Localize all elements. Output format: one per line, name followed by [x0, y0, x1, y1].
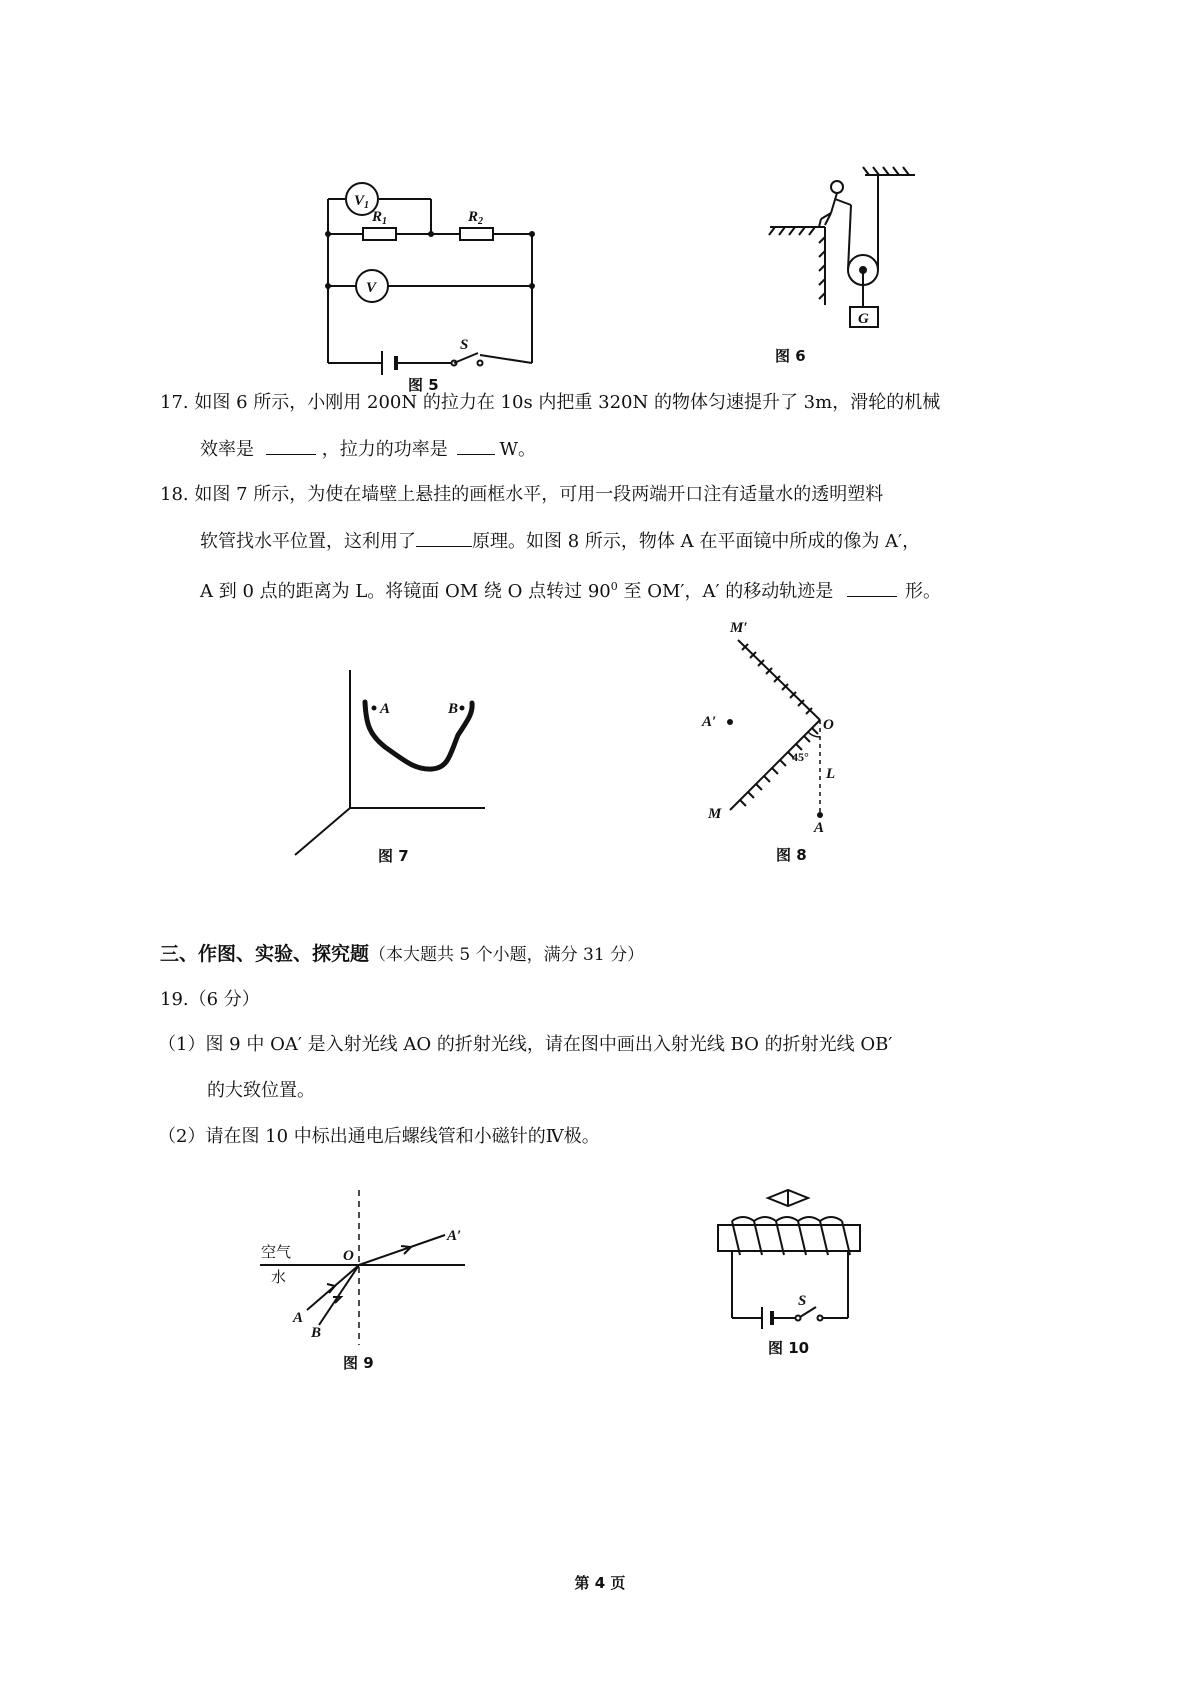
v1-meter-subscript: 1	[364, 200, 370, 211]
figure-8-caption: 图 8	[776, 846, 807, 864]
question-18-line-1: 如图 7 所示，为使在墙壁上悬挂的画框水平，可用一段两端开口注有适量水的透明塑料	[194, 484, 884, 505]
a-prime-label: A′	[702, 714, 717, 730]
section-3-heading	[160, 941, 644, 968]
svg-text:V1	[354, 193, 369, 211]
svg-text:R1	[371, 209, 387, 227]
q17-power-blank[interactable]	[457, 436, 495, 455]
a-prime-ray-label: A′	[447, 1228, 462, 1244]
v-meter-label: V	[366, 280, 377, 296]
water-label: 水	[271, 1270, 287, 1286]
q18-text-e: 形。	[905, 581, 942, 602]
r2-label: R	[468, 209, 479, 225]
question-17-number: 17.	[160, 392, 189, 413]
figure-7-caption: 图 7	[378, 847, 409, 865]
r1-label: R	[372, 209, 383, 225]
point-b-label: B	[448, 701, 459, 717]
q18-text-b: 原理。如图 8 所示，物体 A 在平面镜中所成的像为 A′，	[472, 531, 921, 552]
question-17-line-1: 如图 6 所示，小刚用 200N 的拉力在 10s 内把重 320N 的物体匀速提升了 3m，滑轮的机械	[194, 392, 941, 413]
figure-9-refraction	[255, 1185, 470, 1375]
v1-meter-label: V	[354, 193, 365, 209]
question-18-line-2	[200, 528, 920, 555]
svg-text:R2	[467, 209, 483, 227]
angle-label: 45°	[792, 750, 809, 764]
l-label: L	[826, 766, 836, 782]
point-a-label: A	[380, 701, 391, 717]
figure-5-caption: 图 5	[408, 376, 439, 394]
q18-trajectory-blank[interactable]	[847, 578, 897, 597]
q18-text-d: 至 OM′，A′ 的移动轨迹是	[617, 581, 834, 602]
solenoid-switch-label: S	[798, 1293, 807, 1309]
air-label: 空气	[261, 1245, 292, 1261]
question-18-line-3	[200, 574, 941, 605]
m-prime-label: M′	[730, 620, 748, 636]
question-19-part-1: （1）图 9 中 OA′ 是入射光线 AO 的折射光线，请在图中画出入射光线 BO 的折射光线 OB′	[158, 1034, 893, 1055]
question-18	[160, 482, 883, 508]
q18-text-a: 软管找水平位置，这利用了	[200, 531, 416, 552]
a-ray-label: A	[293, 1310, 304, 1326]
figure-5-circuit	[320, 175, 560, 405]
section-3-note: （本大题共 5 个小题，满分 31 分）	[369, 945, 645, 965]
q17-text-a: 效率是	[200, 439, 254, 460]
r1-subscript: 1	[382, 216, 388, 227]
q18-degree-superscript: 0	[610, 580, 618, 593]
question-19-number: 19.（6 分）	[160, 989, 260, 1010]
figure-6-caption: 图 6	[775, 347, 806, 365]
question-19-part-2: （2）请在图 10 中标出通电后螺线管和小磁针的Ⅳ极。	[158, 1126, 600, 1147]
weight-label: G	[858, 311, 869, 327]
q18-text-c: A 到 0 点的距离为 L。将镜面 OM 绕 O 点转过 90	[200, 581, 611, 602]
r2-subscript: 2	[478, 216, 484, 227]
q18-principle-blank[interactable]	[416, 528, 472, 547]
b-ray-label: B	[311, 1325, 322, 1341]
switch-label: S	[460, 337, 469, 353]
section-3-title: 三、作图、实验、探究题	[160, 943, 370, 965]
figure-9-caption: 图 9	[343, 1354, 374, 1372]
question-18-number: 18.	[160, 484, 189, 505]
figure-7-hose	[290, 665, 500, 865]
q17-efficiency-blank[interactable]	[266, 436, 316, 455]
q17-text-c: W。	[499, 439, 536, 460]
figure-8-mirror	[700, 620, 860, 865]
q17-text-b: ，拉力的功率是	[321, 439, 448, 460]
figure-10-solenoid	[710, 1183, 890, 1373]
o-point-label: O	[343, 1248, 354, 1264]
figure-10-caption: 图 10	[768, 1339, 810, 1357]
question-19-part-1-cont: 的大致位置。	[207, 1080, 315, 1101]
m-label: M	[708, 806, 722, 822]
a-label: A	[814, 820, 825, 836]
figure-6-pulley	[765, 165, 945, 405]
question-17-line-2	[200, 436, 536, 463]
question-17	[160, 390, 940, 416]
page-number: 第 4 页	[574, 1574, 626, 1592]
o-label: O	[823, 717, 834, 733]
